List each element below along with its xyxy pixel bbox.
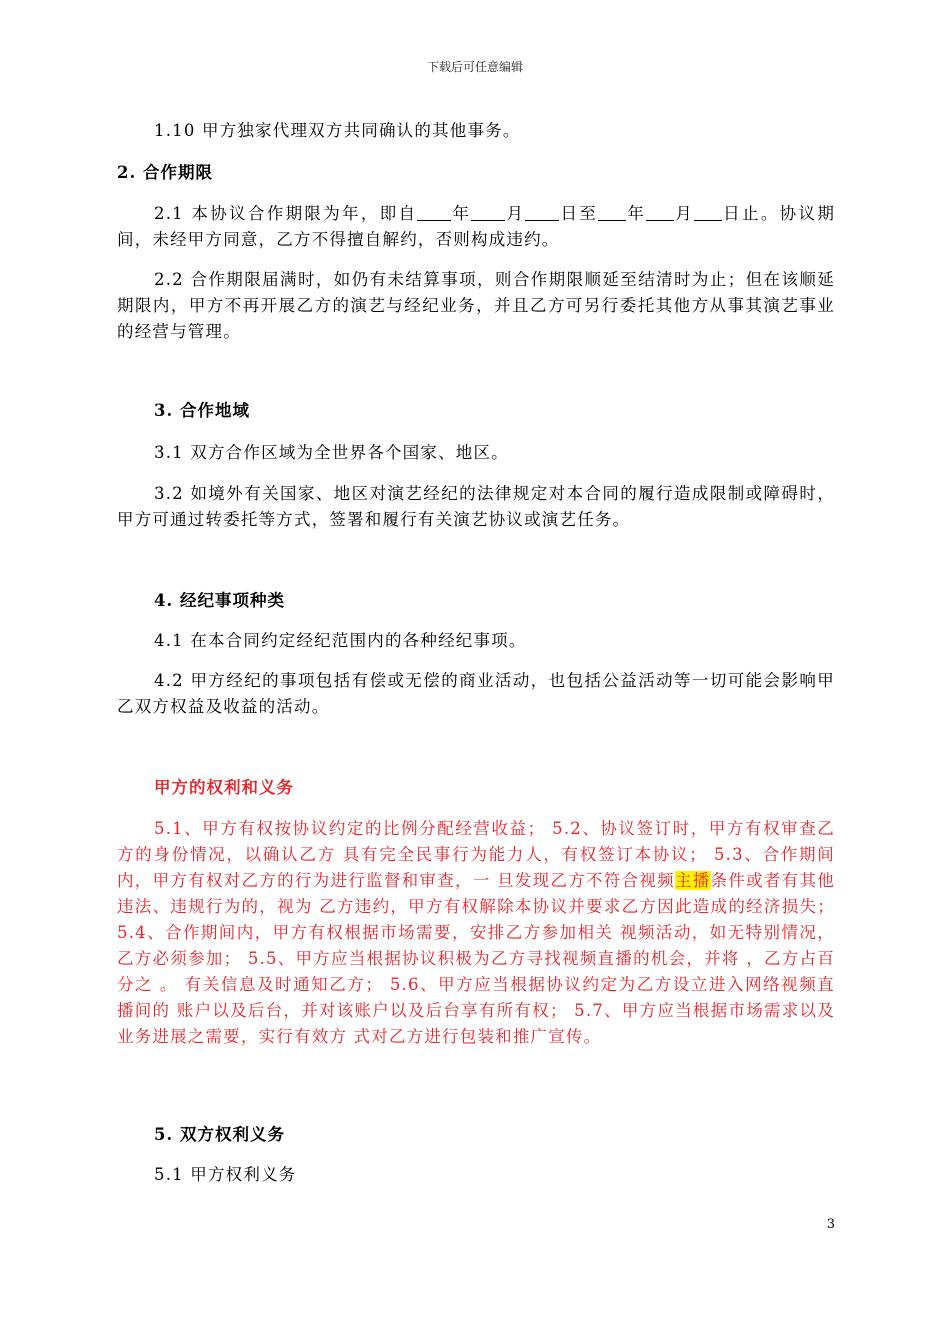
paragraph-1-10: 1.10 甲方独家代理双方共同确认的其他事务。 [154, 121, 521, 140]
blank-line [694, 204, 722, 221]
party-a-rights-heading: 甲方的权利和义务 [154, 778, 294, 797]
highlighted-text: 主播 [674, 871, 711, 890]
blank-line [417, 204, 451, 221]
paragraph-4-1: 4.1 在本合同约定经纪范围内的各种经纪事项。 [154, 631, 527, 650]
page-header: 下载后可任意编辑 [426, 60, 523, 74]
section-4-heading: 4. 经纪事项种类 [154, 591, 285, 610]
section-3-heading: 3. 合作地域 [154, 401, 250, 420]
section-5-heading: 5. 双方权利义务 [154, 1125, 285, 1144]
blank-line [471, 204, 505, 221]
party-a-rights-paragraph: 5.1、甲方有权按协议约定的比例分配经营收益； 5.2、协议签订时，甲方有权审查乙方的身份情况，以确认乙方 具有完全民事行为能力人，有权签订本协议； 5.3、合作期间内，甲方有权对乙方的行为进行监督和审查，一 旦发现乙方不符合视频主播条件或者有其他违法、违规行为的，视为 乙方违约，甲方有权解除本协议并要求乙方因此造成的经济损失； 5.4、合作期间内，甲方有权根据市场需要，安排乙方参加相关 视频活动，如无特别情况，乙方必须参加； 5.5、甲方应当根据协议积极为乙方寻找视频直播的机会，并将 ，乙方占百分之 。 有关信息及时通知乙方； 5.6、甲方应当根据协议约定为乙方设立进入网络视频直播间的 账户以及后台，并对该账户以及后台享有所有权； 5.7、甲方应当根据市场需求以及业务进展之需要，实行有效方 式对乙方进行包装和推广宣传。 [117, 819, 835, 1046]
blank-line [646, 204, 674, 221]
blank-line [525, 204, 559, 221]
paragraph-2-1: 2.1 本协议合作期限为年，即自 年 月 日至 年 月 日止。协议期间，未经甲方同意，乙方不得擅自解约，否则构成违约。 [117, 204, 836, 249]
paragraph-3-1: 3.1 双方合作区域为全世界各个国家、地区。 [154, 443, 509, 462]
paragraph-4-2: 4.2 甲方经纪的事项包括有偿或无偿的商业活动，也包括公益活动等一切可能会影响甲乙双方权益及收益的活动。 [117, 671, 835, 716]
paragraph-2-2: 2.2 合作期限届满时，如仍有未结算事项，则合作期限顺延至结清时为止；但在该顺延期限内，甲方不再开展乙方的演艺与经纪业务，并且乙方可另行委托其他方从事其演艺事业的经营与管理。 [117, 270, 835, 341]
paragraph-3-2: 3.2 如境外有关国家、地区对演艺经纪的法律规定对本合同的履行造成限制或障碍时，甲方可通过转委托等方式，签署和履行有关演艺协议或演艺任务。 [117, 484, 835, 529]
section-2-heading: 2. 合作期限 [117, 163, 213, 182]
paragraph-5-1: 5.1 甲方权利义务 [154, 1165, 297, 1184]
blank-line [598, 204, 626, 221]
page-number: 3 [826, 1217, 835, 1232]
